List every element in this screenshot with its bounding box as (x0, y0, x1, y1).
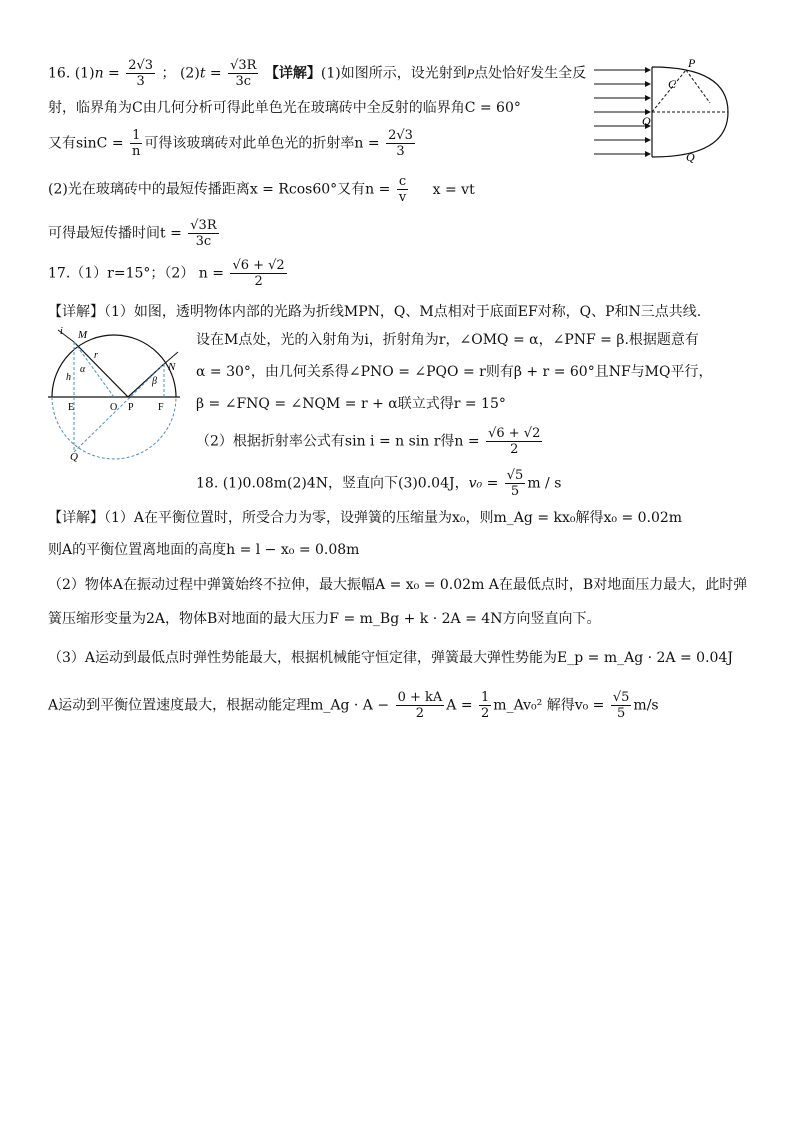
q16-line4: (2)光在玻璃砖中的最短传播距离x = Rcos60°又有n = $\frac{c}{v}$ x = vt (48, 174, 475, 205)
label-q: Q (686, 150, 695, 164)
q16-number: 16. (48, 65, 71, 82)
label-i: i (60, 326, 63, 337)
q16-fraction-t: $\frac{√3R}{3c}$ (230, 58, 257, 89)
q17-detail-line: 【详解】（1）如图，透明物体内部的光路为折线MPN，Q、M点相对于底面EF对称，Q、P和N三点共线. (48, 304, 702, 320)
q18-para1: 【详解】（1）A在平衡位置时，所受合力为零，设弹簧的压缩量为x₀，则m_Ag = kx₀解得x₀ = 0.02m (48, 510, 683, 526)
q17-fraction-n: $\frac{√6 + √2}{2}$ (232, 258, 285, 289)
label-e: E (68, 402, 75, 413)
q16-line3: 又有sinC = $\frac{1}{n}$ 可得该玻璃砖对此单色光的折射率n = $\frac{2√3}{3}$ (48, 128, 413, 159)
label-beta: β (152, 376, 157, 387)
q18-para3: （2）物体A在振动过程中弹簧始终不拉伸，最大振幅A = x₀ = 0.02m A在最低点时，B对地面压力最大，此时弹 (48, 577, 748, 593)
ray-pn (128, 364, 164, 397)
semicircle (52, 335, 176, 397)
label-n: N (168, 361, 176, 373)
q16-line2: 射，临界角为C由几何分析可得此单色光在玻璃砖中全反射的临界角C = 60° (48, 100, 521, 116)
q16-fraction-sinc: $\frac{1}{n}$ (132, 128, 141, 159)
q18-para6: A运动到平衡位置速度最大，根据动能定理m_Ag · A − $\frac{0 + kA}{2}$ A = $\frac{1}{2}$ m_Av₀² 解得v₀ = $\frac{√5}{5}$ m/s (48, 690, 659, 721)
q16-figure (590, 55, 740, 165)
detail-label: 【详解】 (264, 65, 321, 82)
q17-answer-line: 17.（1）r=15°；（2） n = $\frac{√6 + √2}{2}$ (48, 258, 285, 289)
q18-fraction-ka: $\frac{0 + kA}{2}$ (397, 690, 443, 721)
label-p: P (128, 402, 134, 413)
q17-line3: α = 30°，由几何关系得∠PNO = ∠PQO = r则有β + r = 60°且NF与MQ平行， (196, 364, 713, 380)
q17-line2: 设在M点处，光的入射角为i，折射角为r，∠OMQ = α，∠PNF = β.根据题意有 (196, 332, 699, 348)
q18-answer-line: 18. (1)0.08m(2)4N，竖直向下(3)0.04J，v₀ = $\frac{√5}{5}$ m / s (196, 468, 562, 499)
label-h: h (66, 372, 71, 383)
q16-fraction-n2: $\frac{2√3}{3}$ (388, 128, 413, 159)
q18-para5: （3）A运动到最低点时弹性势能最大，根据机械能守恒定律，弹簧最大弹性势能为E_p = m_Ag · 2A = 0.04J (48, 650, 733, 666)
q17-figure (44, 322, 184, 462)
q17-line4: β = ∠FNQ = ∠NQM = r + α联立式得r = 15° (196, 396, 506, 412)
q18-fraction-v: $\frac{√5}{5}$ (506, 468, 524, 499)
label-c: C (668, 77, 677, 91)
q16-fraction-cv: $\frac{c}{v}$ (398, 174, 407, 205)
q16-line5: 可得最短传播时间t = $\frac{√3R}{3c}$ (48, 218, 217, 249)
q18-para4: 簧压缩形变量为2A，物体B对地面的最大压力F = m_Bg + k · 2A = 4N方向竖直向下。 (48, 611, 601, 627)
q17-number: 17.（1） (48, 265, 108, 282)
label-r: r (94, 350, 98, 361)
label-f: F (158, 402, 164, 413)
q17-line5: （2）根据折射率公式有sin i = n sin r得n = $\frac{√6 + √2}{2}$ (196, 426, 541, 457)
q16-fraction-n: $\frac{2√3}{3}$ (128, 58, 154, 89)
incident-rays (594, 70, 650, 154)
q17-fraction-n2: $\frac{√6 + √2}{2}$ (488, 426, 541, 457)
label-p: P (688, 56, 696, 70)
q18-fraction-half: $\frac{1}{2}$ (481, 690, 490, 721)
q18-fraction-v0: $\frac{√5}{5}$ (612, 690, 630, 721)
label-m: M (78, 329, 88, 341)
q16-fraction-time: $\frac{√3R}{3c}$ (190, 218, 217, 249)
q16-answer-line: 16. (1)n = $\frac{2√3}{3}$ ； (2)t = $\frac{√3R}{3c}$ 【详解】(1)如图所示，设光射到P点处恰好发生全反 (48, 58, 587, 89)
line-qn (74, 364, 164, 452)
label-o: O (642, 114, 651, 128)
label-o: O (110, 402, 118, 413)
q18-para2: 则A的平衡位置离地面的高度h = l − x₀ = 0.08m (48, 542, 360, 558)
label-alpha: α (80, 364, 86, 375)
label-q: Q (70, 451, 78, 462)
